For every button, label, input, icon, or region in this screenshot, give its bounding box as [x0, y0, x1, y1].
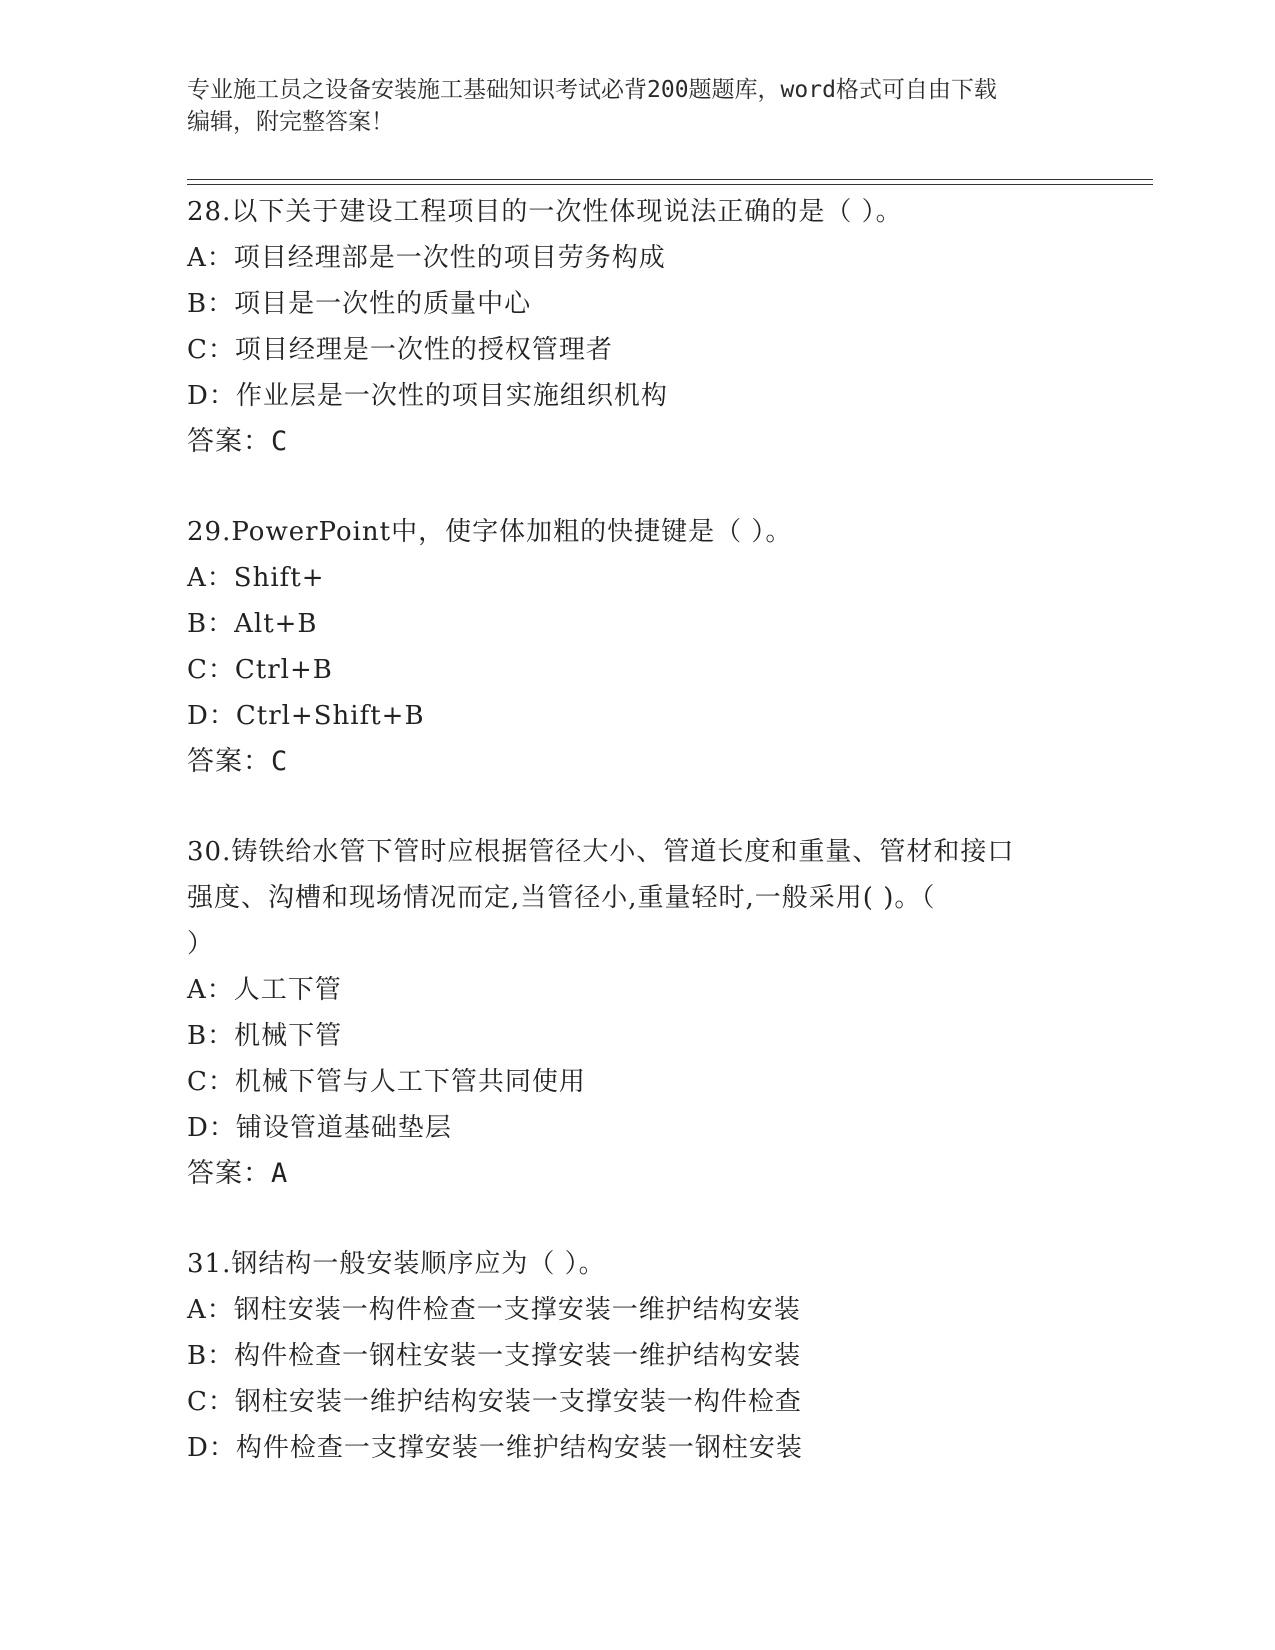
option-b: B：构件检查一钢柱安装一支撑安装一维护结构安装: [187, 1341, 802, 1371]
question-29: [187, 509, 1107, 785]
option-d: D：铺设管道基础垫层: [187, 1113, 452, 1143]
question-text-line-3: ）: [187, 929, 215, 959]
header-line-1: 专业施工员之设备安装施工基础知识考试必背200题题库，word格式可自由下载: [187, 77, 997, 103]
question-text-line-2: 强度、沟槽和现场情况而定,当管径小,重量轻时,一般采用( )。（: [187, 883, 936, 913]
option-d: D：作业层是一次性的项目实施组织机构: [187, 381, 668, 411]
option-a: A：项目经理部是一次性的项目劳务构成: [187, 243, 666, 273]
header-divider-top: [187, 179, 1153, 180]
option-b: B：Alt+B: [187, 609, 318, 639]
question-list: [187, 189, 1107, 1515]
question-text: 31.钢结构一般安装顺序应为（ ）。: [187, 1249, 606, 1279]
option-c: C：Ctrl+B: [187, 655, 333, 685]
question-30: [187, 829, 1107, 1197]
option-b: B：机械下管: [187, 1021, 343, 1051]
header-divider-bottom: [187, 184, 1153, 185]
document-header: [187, 74, 1087, 138]
question-text-line-1: 30.铸铁给水管下管时应根据管径大小、管道长度和重量、管材和接口: [187, 837, 1015, 867]
option-d: D：构件检查一支撑安装一维护结构安装一钢柱安装: [187, 1433, 803, 1463]
question-text: 28.以下关于建设工程项目的一次性体现说法正确的是（ ）。: [187, 197, 903, 227]
option-a: A：人工下管: [187, 975, 342, 1005]
answer-line: 答案：C: [187, 746, 289, 777]
option-c: C：机械下管与人工下管共同使用: [187, 1067, 586, 1097]
answer-line: 答案：A: [187, 1158, 289, 1189]
question-28: [187, 189, 1107, 465]
option-c: C：钢柱安装一维护结构安装一支撑安装一构件检查: [187, 1387, 802, 1417]
header-line-2: 编辑，附完整答案！: [187, 109, 394, 135]
question-31: [187, 1241, 1107, 1471]
question-text: 29.PowerPoint中，使字体加粗的快捷键是（ ）。: [187, 517, 793, 547]
option-c: C：项目经理是一次性的授权管理者: [187, 335, 613, 365]
option-d: D：Ctrl+Shift+B: [187, 701, 425, 731]
option-b: B：项目是一次性的质量中心: [187, 289, 532, 319]
answer-line: 答案：C: [187, 426, 289, 457]
option-a: A：Shift+: [187, 563, 325, 593]
option-a: A：钢柱安装一构件检查一支撑安装一维护结构安装: [187, 1295, 801, 1325]
